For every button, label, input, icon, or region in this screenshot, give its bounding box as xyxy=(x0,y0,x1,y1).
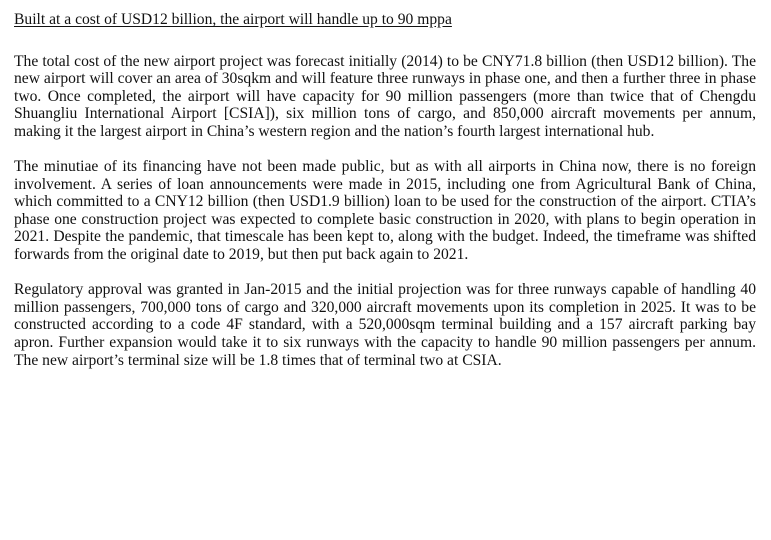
paragraph-regulatory-approval: Regulatory approval was granted in Jan-2015 and the initial projection was for three runways capable of handling 40 million passengers, 700,000 tons of cargo and 320,000 aircraft movements upon its completion in 2025. It was to be constructed according to a code 4F standard, with a 520,000sqm terminal building and a 157 aircraft parking bay apron. Further expansion would take it to six runways with the capacity to handle 90 million passengers per annum. The new airport’s terminal size will be 1.8 times that of terminal two at CSIA. xyxy=(14,281,756,369)
article-headline: Built at a cost of USD12 billion, the airport will handle up to 90 mppa xyxy=(14,11,452,28)
document-page xyxy=(14,11,756,387)
paragraph-cost-and-capacity: The total cost of the new airport project was forecast initially (2014) to be CNY71.8 billion (then USD12 billion). The new airport will cover an area of 30sqkm and will feature three runways in phase one, and then a further three in phase two. Once completed, the airport will have capacity for 90 million passengers (more than twice that of Chengdu Shuangliu International Airport [CSIA]), six million tons of cargo, and 850,000 aircraft movements per annum, making it the largest airport in China’s western region and the nation’s fourth largest international hub. xyxy=(14,52,756,140)
paragraph-financing: The minutiae of its financing have not been made public, but as with all airports in China now, there is no foreign involvement. A series of loan announcements were made in 2015, including one from Agricultural Bank of China, which committed to a CNY12 billion (then USD1.9 billion) loan to be used for the construction of the airport. CTIA’s phase one construction project was expected to complete basic construction in 2020, with plans to begin operation in 2021. Despite the pandemic, that timescale has been kept to, along with the budget. Indeed, the timeframe was shifted forwards from the original date to 2019, but then put back again to 2021. xyxy=(14,158,756,264)
